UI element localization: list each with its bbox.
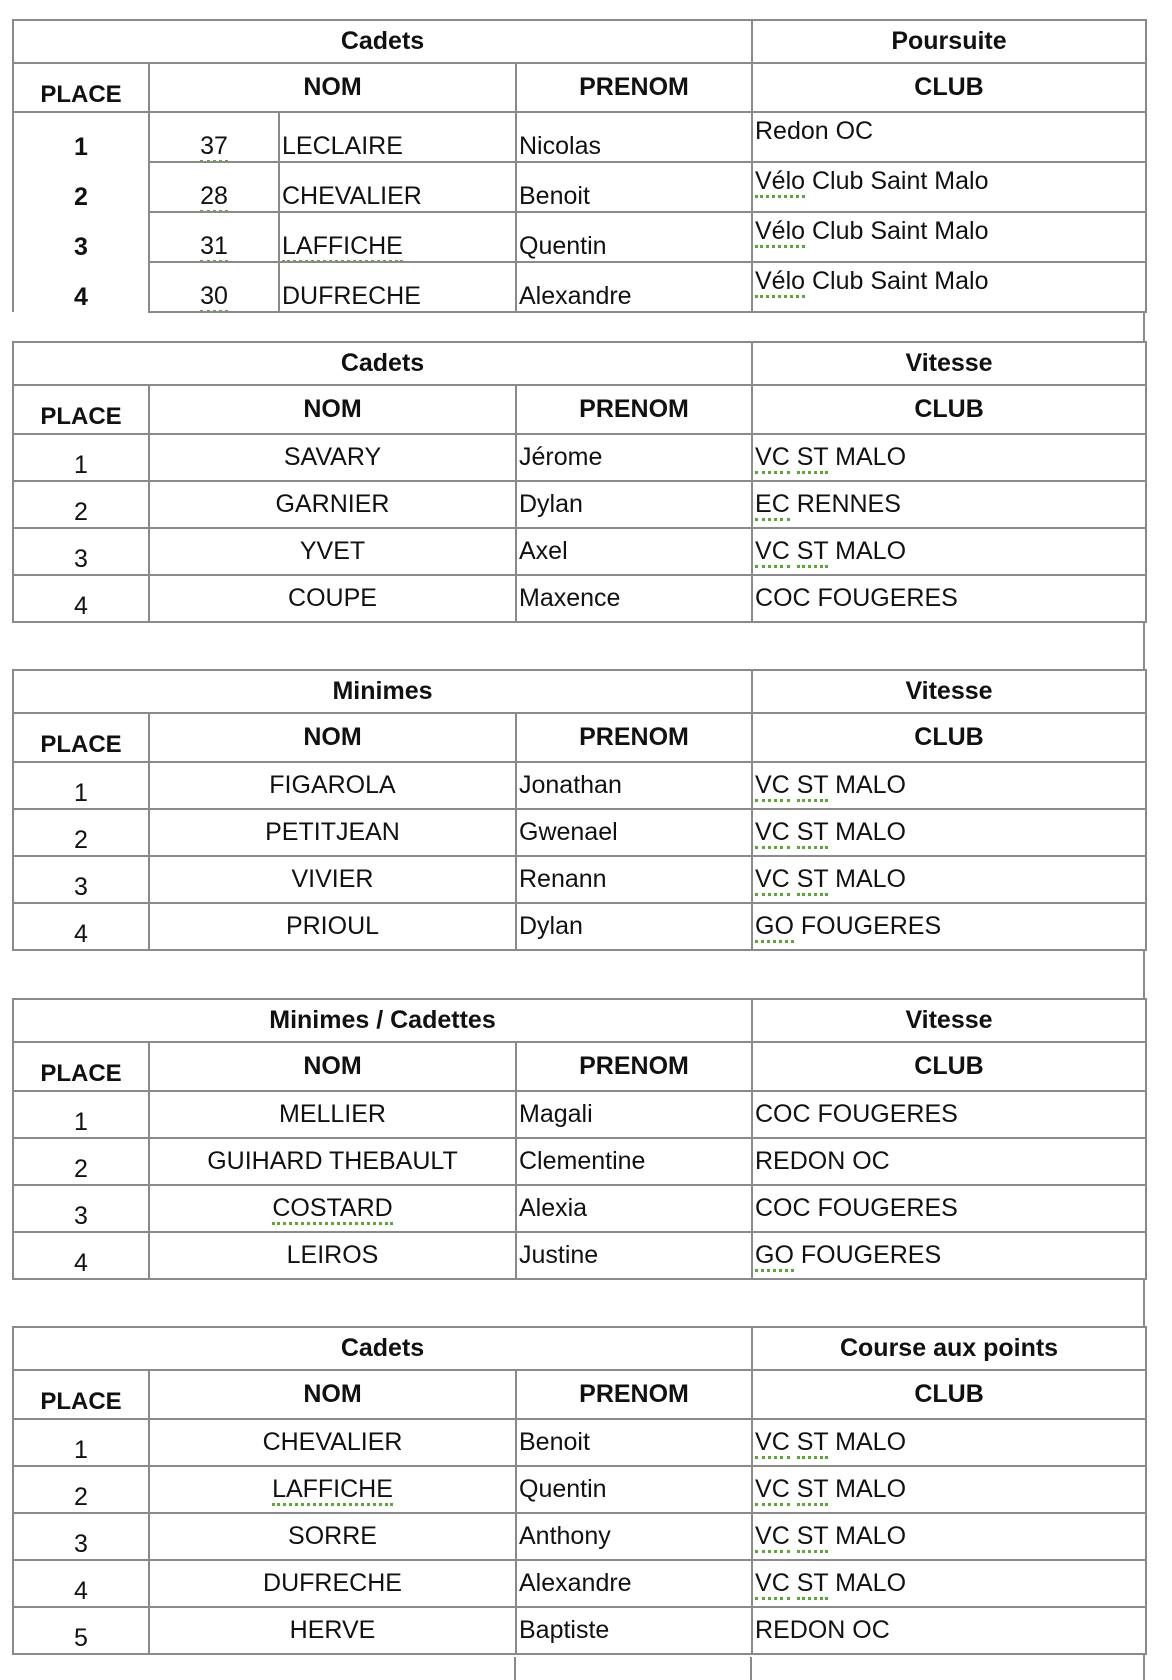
place-cell: 3 [13, 1185, 149, 1232]
results-table-3 [12, 998, 1147, 1280]
header-prenom: PRENOM [516, 713, 752, 762]
club-cell [752, 1091, 1146, 1138]
prenom-cell [516, 1419, 752, 1466]
table-row [13, 1513, 1146, 1560]
table-title-row [13, 342, 1146, 385]
club-name: VC ST MALO [755, 771, 906, 802]
nom-cell [149, 809, 516, 856]
club-name: Redon OC [755, 117, 874, 145]
prenom-cell [516, 1513, 752, 1560]
nom: PETITJEAN [265, 818, 400, 846]
club-cell [752, 212, 1146, 262]
table-title-row [13, 999, 1146, 1042]
prenom: Jérome [519, 443, 603, 471]
club-name: GO FOUGERES [755, 912, 941, 943]
nom: SAVARY [283, 443, 382, 471]
prenom: Anthony [519, 1522, 611, 1550]
club-cell [752, 1560, 1146, 1607]
nom-cell [149, 1419, 516, 1466]
results-table-4 [12, 1326, 1147, 1655]
place-cell: 2 [13, 481, 149, 528]
prenom: Axel [519, 537, 568, 565]
discipline-title: Poursuite [752, 20, 1146, 63]
nom-cell [149, 903, 516, 950]
prenom-cell [516, 1560, 752, 1607]
bib-cell [149, 112, 279, 162]
club-cell [752, 162, 1146, 212]
column-header-row [13, 1370, 1146, 1419]
nom: VIVIER [291, 865, 374, 893]
club-cell [752, 762, 1146, 809]
column-header-row [13, 1042, 1146, 1091]
table-row [13, 762, 1146, 809]
club-name: Vélo Club Saint Malo [755, 167, 988, 198]
place-cell: 1 [13, 1091, 149, 1138]
nom: DUFRECHE [263, 1569, 402, 1597]
prenom-cell [516, 1138, 752, 1185]
club-name: COC FOUGERES [755, 1100, 958, 1128]
nom-cell [149, 1185, 516, 1232]
header-nom: NOM [149, 63, 516, 112]
table-row [13, 1560, 1146, 1607]
club-name: COC FOUGERES [755, 1194, 958, 1222]
club-cell [752, 1232, 1146, 1279]
nom-cell [279, 162, 516, 212]
nom: PRIOUL [285, 912, 380, 940]
prenom: Quentin [519, 1475, 607, 1503]
club-cell [752, 434, 1146, 481]
header-nom: NOM [149, 385, 516, 434]
discipline-title: Vitesse [752, 999, 1146, 1042]
header-place: PLACE [13, 1370, 149, 1419]
prenom-cell [516, 434, 752, 481]
column-header-row [13, 63, 1146, 112]
place-cell: 1 [13, 434, 149, 481]
club-cell [752, 262, 1146, 312]
prenom: Baptiste [519, 1616, 610, 1644]
club-name: VC ST MALO [755, 1522, 906, 1553]
category-title: Cadets [13, 342, 752, 385]
header-club: CLUB [752, 713, 1146, 762]
place-cell: 3 [13, 856, 149, 903]
place-cell: 5 [13, 1607, 149, 1654]
prenom-cell [516, 1466, 752, 1513]
table-row [13, 1138, 1146, 1185]
club-name: VC ST MALO [755, 818, 906, 849]
header-prenom: PRENOM [516, 63, 752, 112]
club-cell [752, 1466, 1146, 1513]
prenom: Maxence [519, 584, 621, 612]
header-prenom: PRENOM [516, 385, 752, 434]
header-place: PLACE [13, 385, 149, 434]
header-prenom: PRENOM [516, 1042, 752, 1091]
nom: DUFRECHE [282, 282, 421, 310]
prenom: Gwenael [519, 818, 618, 846]
table-row [13, 1232, 1146, 1279]
header-place: PLACE [13, 713, 149, 762]
prenom: Dylan [519, 912, 583, 940]
prenom: Dylan [519, 490, 583, 518]
header-place: PLACE [13, 1042, 149, 1091]
prenom: Quentin [519, 232, 607, 260]
prenom-cell [516, 528, 752, 575]
bib-number: 28 [200, 182, 228, 212]
nom-cell [149, 528, 516, 575]
nom: FIGAROLA [269, 771, 396, 799]
place-cell: 4 [13, 903, 149, 950]
header-nom: NOM [149, 1042, 516, 1091]
results-table-0 [12, 19, 1147, 313]
place-cell: 4 [13, 1560, 149, 1607]
column-header-row [13, 385, 1146, 434]
place-cell: 2 [13, 1466, 149, 1513]
club-cell [752, 1185, 1146, 1232]
table-row [13, 162, 1146, 212]
place-cell: 2 [13, 1138, 149, 1185]
club-cell [752, 1513, 1146, 1560]
place-cell: 1 [13, 762, 149, 809]
club-cell [752, 481, 1146, 528]
table-row [13, 212, 1146, 262]
nom-cell [279, 262, 516, 312]
nom: YVET [299, 537, 366, 565]
place-cell: 2 [13, 809, 149, 856]
bib-number: 37 [200, 132, 228, 162]
place-cell: 3 [13, 1513, 149, 1560]
nom: SORRE [288, 1522, 377, 1550]
club-cell [752, 903, 1146, 950]
club-cell [752, 809, 1146, 856]
nom: GUIHARD THEBAULT [207, 1147, 458, 1175]
nom-cell [149, 481, 516, 528]
prenom: Nicolas [519, 132, 601, 160]
prenom: Benoit [519, 1428, 590, 1456]
nom-cell [149, 1513, 516, 1560]
nom: MELLIER [279, 1100, 386, 1128]
table-row [13, 903, 1146, 950]
table-row [13, 262, 1146, 312]
prenom-cell [516, 575, 752, 622]
prenom-cell [516, 112, 752, 162]
prenom-cell [516, 856, 752, 903]
table-row [13, 112, 1146, 162]
nom: GARNIER [275, 490, 390, 518]
nom-cell [149, 575, 516, 622]
club-cell [752, 528, 1146, 575]
prenom: Jonathan [519, 771, 622, 799]
table-title-row [13, 20, 1146, 63]
prenom: Alexia [519, 1194, 588, 1222]
nom: LECLAIRE [282, 132, 403, 160]
header-prenom: PRENOM [516, 1370, 752, 1419]
place-cell: 3 [13, 212, 149, 262]
prenom-cell [516, 1607, 752, 1654]
place-cell: 1 [13, 1419, 149, 1466]
category-title: Minimes / Cadettes [13, 999, 752, 1042]
nom-cell [149, 1232, 516, 1279]
club-name: VC ST MALO [755, 1569, 906, 1600]
category-title: Cadets [13, 20, 752, 63]
discipline-title: Course aux points [752, 1327, 1146, 1370]
nom: LAFFICHE [272, 1475, 393, 1506]
nom-cell [149, 434, 516, 481]
table-title-row [13, 1327, 1146, 1370]
results-table-2 [12, 669, 1147, 951]
nom-cell [279, 212, 516, 262]
place-cell: 3 [13, 528, 149, 575]
club-name: VC ST MALO [755, 865, 906, 896]
bib-cell [149, 212, 279, 262]
prenom-cell [516, 212, 752, 262]
empty-row-divider [514, 1657, 516, 1680]
club-name: VC ST MALO [755, 537, 906, 568]
nom-cell [149, 1560, 516, 1607]
table-row [13, 1607, 1146, 1654]
club-cell [752, 1419, 1146, 1466]
table-row [13, 528, 1146, 575]
club-name: VC ST MALO [755, 1475, 906, 1506]
prenom-cell [516, 162, 752, 212]
club-cell [752, 575, 1146, 622]
category-title: Minimes [13, 670, 752, 713]
club-cell [752, 856, 1146, 903]
place-cell: 4 [13, 1232, 149, 1279]
club-cell [752, 1607, 1146, 1654]
nom-cell [149, 1138, 516, 1185]
club-name: COC FOUGERES [755, 584, 958, 612]
place-cell: 4 [13, 262, 149, 312]
prenom: Magali [519, 1100, 593, 1128]
nom-cell [279, 112, 516, 162]
nom: HERVE [289, 1616, 376, 1644]
bib-cell [149, 162, 279, 212]
nom: CHEVALIER [282, 182, 422, 210]
prenom-cell [516, 1232, 752, 1279]
nom-cell [149, 762, 516, 809]
bib-cell [149, 262, 279, 312]
category-title: Cadets [13, 1327, 752, 1370]
nom-cell [149, 1091, 516, 1138]
prenom: Renann [519, 865, 607, 893]
club-name: EC RENNES [755, 490, 901, 521]
prenom-cell [516, 481, 752, 528]
nom: COSTARD [272, 1194, 392, 1225]
table-title-row [13, 670, 1146, 713]
club-cell [752, 112, 1146, 162]
prenom-cell [516, 809, 752, 856]
prenom: Alexandre [519, 1569, 632, 1597]
header-club: CLUB [752, 63, 1146, 112]
table-row [13, 1466, 1146, 1513]
table-row [13, 856, 1146, 903]
club-name: GO FOUGERES [755, 1241, 941, 1272]
place-cell: 4 [13, 575, 149, 622]
club-name: REDON OC [755, 1147, 890, 1175]
place-cell: 1 [13, 112, 149, 162]
nom-cell [149, 1607, 516, 1654]
place-cell: 2 [13, 162, 149, 212]
prenom-cell [516, 1185, 752, 1232]
club-name: VC ST MALO [755, 1428, 906, 1459]
header-place: PLACE [13, 63, 149, 112]
prenom: Clementine [519, 1147, 646, 1175]
nom: LAFFICHE [282, 232, 403, 262]
prenom-cell [516, 1091, 752, 1138]
club-name: Vélo Club Saint Malo [755, 217, 988, 248]
column-header-row [13, 713, 1146, 762]
header-nom: NOM [149, 713, 516, 762]
club-cell [752, 1138, 1146, 1185]
club-name: Vélo Club Saint Malo [755, 267, 988, 298]
bib-number: 30 [200, 282, 228, 312]
prenom-cell [516, 903, 752, 950]
table-row [13, 809, 1146, 856]
table-row [13, 1091, 1146, 1138]
discipline-title: Vitesse [752, 342, 1146, 385]
prenom: Benoit [519, 182, 590, 210]
nom: COUPE [288, 584, 377, 612]
nom-cell [149, 856, 516, 903]
nom-cell [149, 1466, 516, 1513]
prenom: Alexandre [519, 282, 632, 310]
table-row [13, 481, 1146, 528]
club-name: VC ST MALO [755, 443, 906, 474]
bib-number: 31 [200, 232, 228, 262]
header-nom: NOM [149, 1370, 516, 1419]
header-club: CLUB [752, 1042, 1146, 1091]
table-row [13, 1185, 1146, 1232]
empty-row-divider [750, 1657, 752, 1680]
results-table-1 [12, 341, 1147, 623]
nom: CHEVALIER [262, 1428, 403, 1456]
table-row [13, 434, 1146, 481]
prenom: Justine [519, 1241, 599, 1269]
header-club: CLUB [752, 385, 1146, 434]
discipline-title: Vitesse [752, 670, 1146, 713]
table-row [13, 1419, 1146, 1466]
club-name: REDON OC [755, 1616, 890, 1644]
prenom-cell [516, 262, 752, 312]
prenom-cell [516, 762, 752, 809]
nom: LEIROS [286, 1241, 379, 1269]
table-row [13, 575, 1146, 622]
header-club: CLUB [752, 1370, 1146, 1419]
